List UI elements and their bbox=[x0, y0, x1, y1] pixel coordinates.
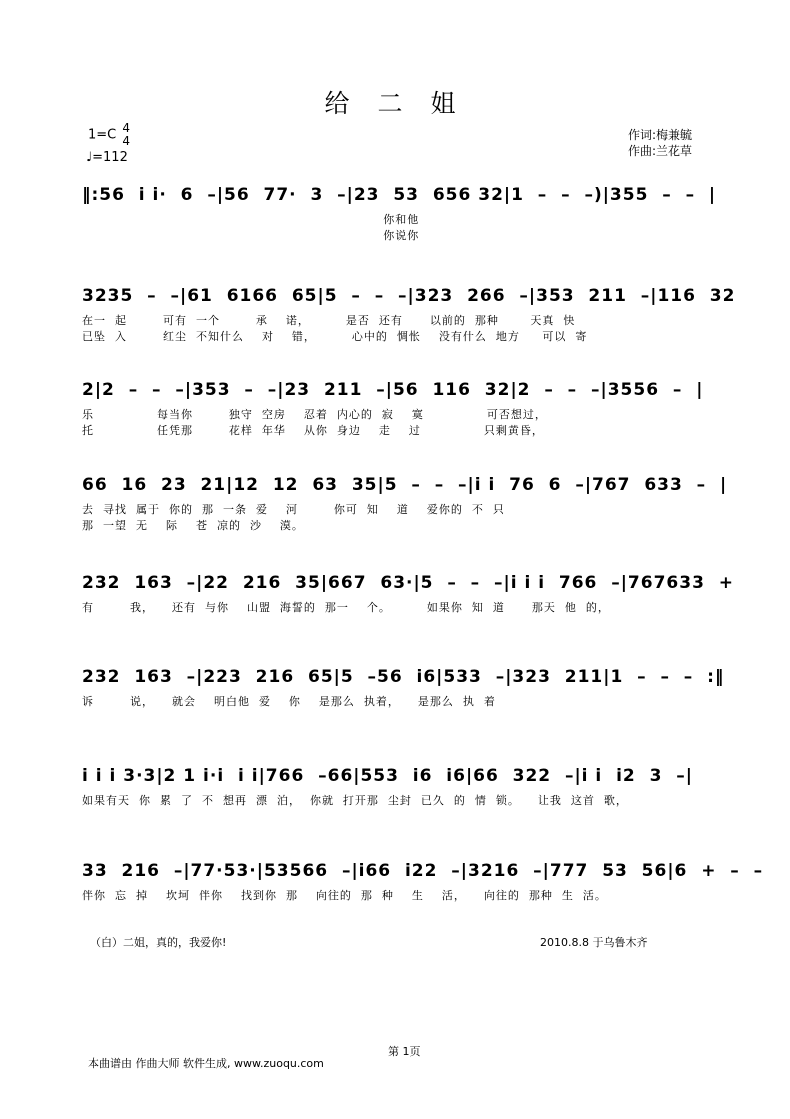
lyrics-verse-1: 有 我， 还有 与你 山盟 海誓的 那一 个。 如果你 知 道 那天 他 的， bbox=[82, 601, 610, 614]
music-system bbox=[82, 177, 732, 287]
music-system bbox=[82, 758, 732, 868]
generator-credit: 本曲谱由 作曲大师 软件生成, www.zuoqu.com bbox=[88, 1057, 324, 1070]
time-signature-top: 4 bbox=[122, 121, 131, 135]
notation-line: i i i 3·3|2 1 i·i i i|766 –66|553 i6 i6|66 322 –|i i i2 3 –| bbox=[82, 766, 693, 786]
lyrics-verse-1: 乐 每当你 独守 空房 忍着 内心的 寂 寞 可否想过， bbox=[82, 408, 547, 421]
tempo-marking: ♩=112 bbox=[86, 150, 128, 165]
key-label: 1=C bbox=[88, 127, 117, 143]
music-system bbox=[82, 467, 732, 577]
song-title: 给 二 姐 bbox=[324, 89, 466, 118]
notation-line: 232 163 –|223 216 65|5 –56 i6|533 –|323 211|1 – – – :‖ bbox=[82, 667, 725, 687]
notation-line: 3235 – –|61 6166 65|5 – – –|323 266 –|353 211 –|116 32 bbox=[82, 286, 736, 306]
music-system bbox=[82, 372, 732, 482]
date-place: 2010.8.8 于乌鲁木齐 bbox=[540, 936, 648, 949]
notation-line: 33 216 –|77·53·|53566 –|i66 i22 –|3216 –|777 53 56|6 + – – bbox=[82, 861, 764, 881]
lyrics-verse-1: 诉 说， 就会 明白他 爱 你 是那么 执着， 是那么 执 着 bbox=[82, 695, 496, 708]
lyrics-verse-1: 如果有天 你 累 了 不 想再 漂 泊， 你就 打开那 尘封 已久 的 情 锁。 让我 这首 歌， bbox=[82, 794, 628, 807]
lyrics-verse-2: 那 一望 无 际 苍 凉的 沙 漠。 bbox=[82, 519, 304, 532]
lyrics-verse-2: 已坠 入 红尘 不知什么 对 错， 心中的 惆怅 没有什么 地方 可以 寄 bbox=[82, 330, 588, 343]
page-number: 第 1页 bbox=[388, 1045, 421, 1058]
spoken-line: （白）二姐，真的，我爱你! bbox=[90, 936, 227, 949]
lyrics-verse-1: 你和他 bbox=[82, 213, 420, 226]
lyrics-verse-2: 你说你 bbox=[82, 229, 420, 242]
notation-line: 66 16 23 21|12 12 63 35|5 – – –|i i 76 6 –|767 633 – | bbox=[82, 475, 728, 495]
notation-line: 232 163 –|22 216 35|667 63·|5 – – –|i i i 766 –|767633 + bbox=[82, 573, 734, 593]
notation-line: ‖:56 i i· 6 –|56 77· 3 –|23 53 656 32|1 – – –)|355 – – | bbox=[82, 185, 717, 205]
lyrics-verse-1: 伴你 忘 掉 坎坷 伴你 找到你 那 向往的 那 种 生 活， 向往的 那种 生 活。 bbox=[82, 889, 607, 902]
time-signature-bottom: 4 bbox=[122, 134, 131, 148]
composer: 作曲:兰花草 bbox=[628, 144, 693, 158]
lyrics-verse-1: 去 寻找 属于 你的 那 一条 爱 河 你可 知 道 爱你的 不 只 bbox=[82, 503, 505, 516]
lyricist: 作词:梅兼毓 bbox=[628, 128, 693, 142]
key-signature bbox=[88, 122, 130, 148]
lyrics-verse-1: 在一 起 可有 一个 承 诺， 是否 还有 以前的 那种 天真 快 bbox=[82, 314, 576, 327]
lyrics-verse-2: 托 任凭那 花样 年华 从你 身边 走 过 只剩黄昏， bbox=[82, 424, 544, 437]
notation-line: 2|2 – – –|353 – –|23 211 –|56 116 32|2 – – –|3556 – | bbox=[82, 380, 704, 400]
music-system bbox=[82, 659, 732, 769]
